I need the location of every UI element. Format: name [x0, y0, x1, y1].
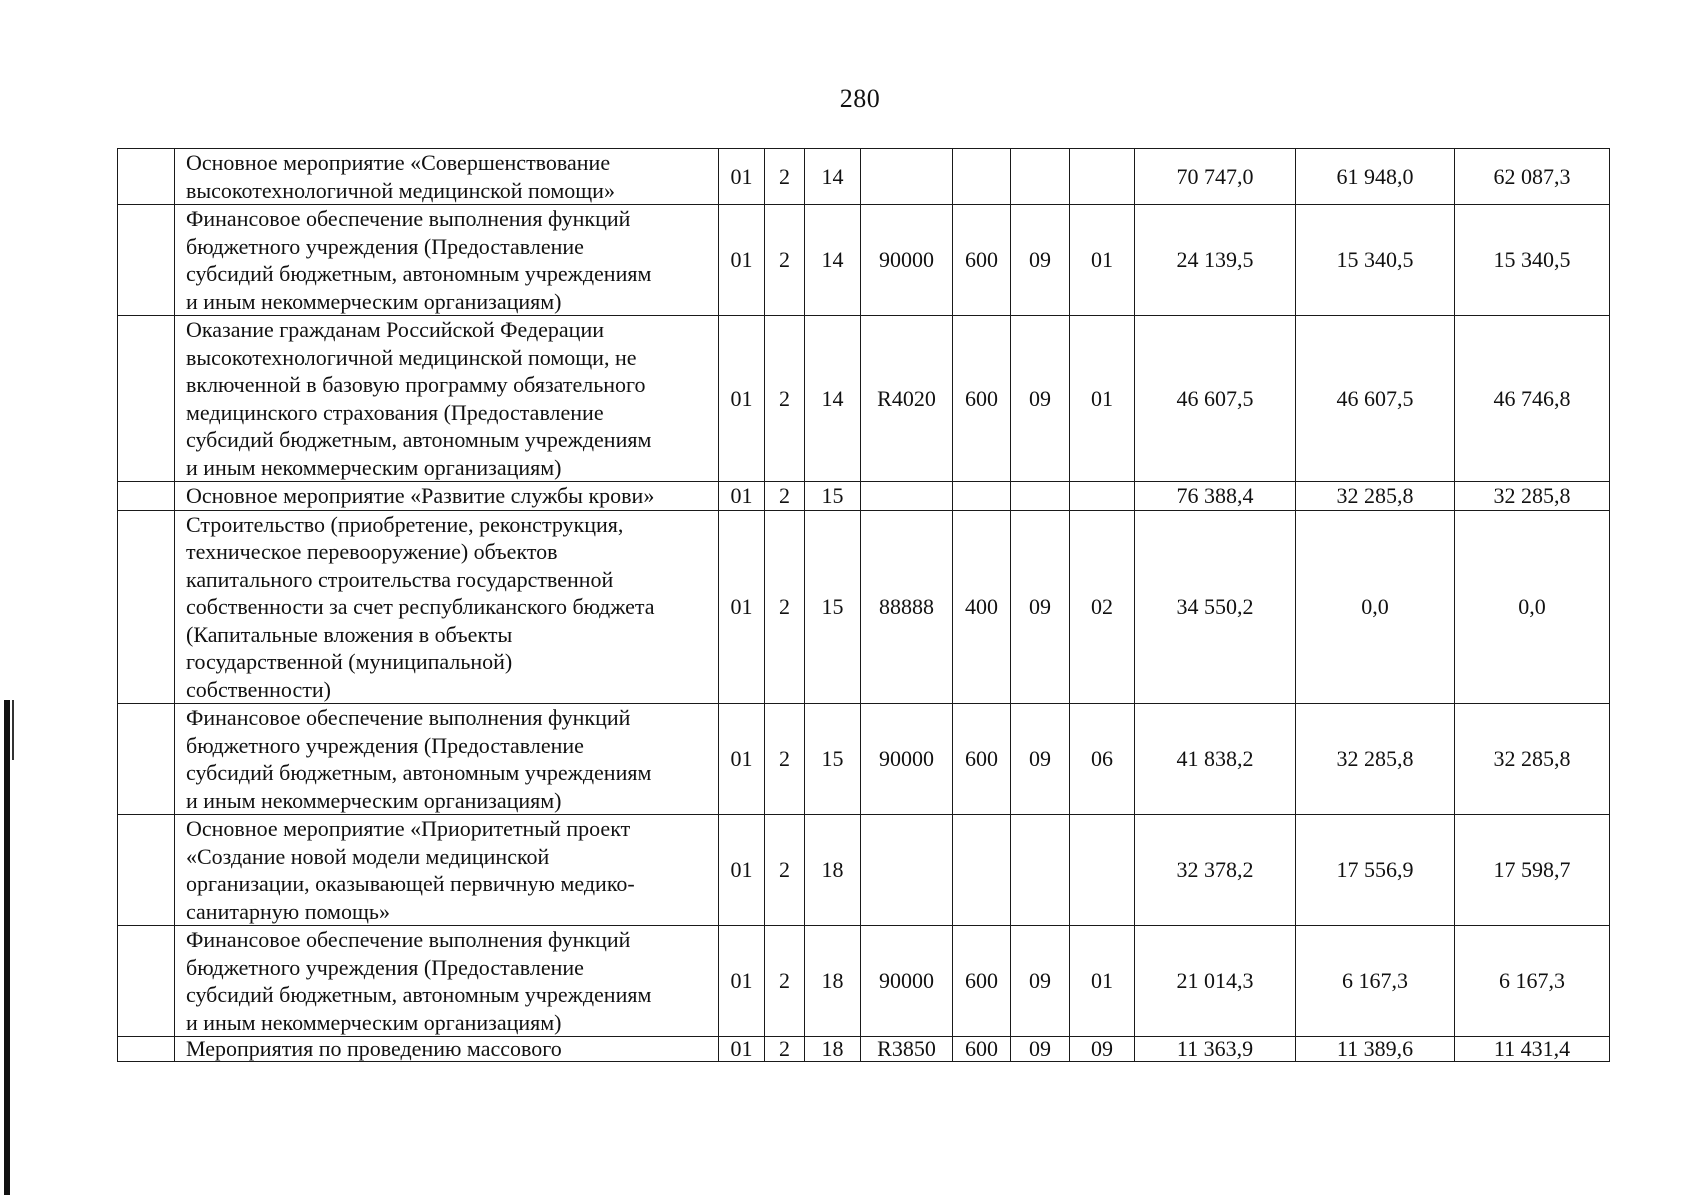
subsection-code-cell [1070, 482, 1135, 511]
description-line: санитарную помощь» [186, 898, 390, 924]
subprogram-code-cell: 2 [765, 704, 805, 815]
program-code-cell: 01 [719, 704, 765, 815]
description-cell [175, 815, 719, 926]
description-line: капитального строительства государственной [186, 566, 614, 592]
activity-code-cell: 18 [805, 926, 861, 1037]
subprogram-code-cell: 2 [765, 149, 805, 205]
amount-year-3-cell: 11 431,4 [1455, 1037, 1610, 1062]
description-line: и иным некоммерческим организациям) [186, 288, 562, 314]
activity-code-cell: 15 [805, 482, 861, 511]
row-index-cell [118, 316, 175, 482]
budget-table-body [118, 149, 1610, 1062]
table-row [118, 510, 1610, 704]
description-line: «Создание новой модели медицинской [186, 843, 550, 869]
section-code-cell [1011, 149, 1070, 205]
direction-code-cell: R4020 [861, 316, 953, 482]
amount-year-2-cell: 11 389,6 [1296, 1037, 1455, 1062]
activity-code-cell: 15 [805, 510, 861, 704]
direction-code-cell [861, 482, 953, 511]
expense-type-cell: 600 [953, 704, 1011, 815]
scan-edge-mark-thin [12, 700, 14, 760]
description-line: организации, оказывающей первичную медико- [186, 871, 635, 896]
description-line: (Капитальные вложения в объекты [186, 621, 513, 647]
expense-type-cell [953, 149, 1011, 205]
activity-code-cell: 15 [805, 704, 861, 815]
subsection-code-cell [1070, 815, 1135, 926]
description-line: и иным некоммерческим организациям) [186, 787, 562, 813]
expense-type-cell [953, 815, 1011, 926]
description-cell [175, 704, 719, 815]
subprogram-code-cell: 2 [765, 205, 805, 316]
row-index-cell [118, 149, 175, 205]
expense-type-cell: 600 [953, 316, 1011, 482]
amount-year-3-cell: 17 598,7 [1455, 815, 1610, 926]
subprogram-code-cell: 2 [765, 482, 805, 511]
expense-type-cell: 600 [953, 205, 1011, 316]
description-cell [175, 316, 719, 482]
section-code-cell: 09 [1011, 316, 1070, 482]
description-line: бюджетного учреждения (Предоставление [186, 954, 584, 980]
program-code-cell: 01 [719, 149, 765, 205]
description-line: Финансовое обеспечение выполнения функций [186, 927, 631, 952]
description-line: собственности за счет республиканского бюджета [186, 594, 655, 619]
direction-code-cell: R3850 [861, 1037, 953, 1062]
table-row [118, 815, 1610, 926]
description-cell [175, 510, 719, 704]
description-cell [175, 149, 719, 205]
description-line: субсидий бюджетным, автономным учреждениям [186, 760, 652, 785]
amount-year-1-cell: 34 550,2 [1135, 510, 1296, 704]
amount-year-2-cell: 32 285,8 [1296, 482, 1455, 511]
activity-code-cell: 14 [805, 316, 861, 482]
description-cell [175, 482, 719, 511]
table-row [118, 316, 1610, 482]
table-row [118, 926, 1610, 1037]
table-row [118, 149, 1610, 205]
subprogram-code-cell: 2 [765, 316, 805, 482]
section-code-cell [1011, 815, 1070, 926]
row-index-cell [118, 205, 175, 316]
program-code-cell: 01 [719, 926, 765, 1037]
expense-type-cell: 400 [953, 510, 1011, 704]
amount-year-2-cell: 32 285,8 [1296, 704, 1455, 815]
description-line: Основное мероприятие «Совершенствование [186, 150, 611, 175]
description-line: Основное мероприятие «Приоритетный проект [186, 816, 631, 841]
amount-year-3-cell: 62 087,3 [1455, 149, 1610, 205]
section-code-cell: 09 [1011, 1037, 1070, 1062]
expense-type-cell: 600 [953, 1037, 1011, 1062]
budget-table [117, 148, 1610, 1062]
amount-year-1-cell: 32 378,2 [1135, 815, 1296, 926]
description-line: Основное мероприятие «Развитие службы крови» [186, 483, 655, 508]
table-row [118, 205, 1610, 316]
row-index-cell [118, 704, 175, 815]
amount-year-2-cell: 46 607,5 [1296, 316, 1455, 482]
subprogram-code-cell: 2 [765, 815, 805, 926]
row-index-cell [118, 926, 175, 1037]
section-code-cell: 09 [1011, 510, 1070, 704]
description-line: Финансовое обеспечение выполнения функций [186, 705, 631, 730]
description-line: и иным некоммерческим организациям) [186, 454, 562, 480]
subsection-code-cell: 01 [1070, 316, 1135, 482]
table-row [118, 482, 1610, 511]
description-line: Финансовое обеспечение выполнения функций [186, 206, 631, 231]
program-code-cell: 01 [719, 205, 765, 316]
page-number: 280 [839, 84, 881, 113]
program-code-cell: 01 [719, 1037, 765, 1062]
amount-year-1-cell: 70 747,0 [1135, 149, 1296, 205]
direction-code-cell [861, 149, 953, 205]
description-line: высокотехнологичной медицинской помощи, не [186, 344, 637, 370]
amount-year-3-cell: 32 285,8 [1455, 482, 1610, 511]
section-code-cell: 09 [1011, 205, 1070, 316]
subsection-code-cell [1070, 149, 1135, 205]
activity-code-cell: 14 [805, 205, 861, 316]
section-code-cell [1011, 482, 1070, 511]
description-line: техническое перевооружение) объектов [186, 539, 558, 564]
description-line: субсидий бюджетным, автономным учреждениям [186, 261, 652, 286]
description-line: включенной в базовую программу обязательного [186, 372, 646, 397]
description-cell [175, 926, 719, 1037]
amount-year-2-cell: 15 340,5 [1296, 205, 1455, 316]
subsection-code-cell: 01 [1070, 926, 1135, 1037]
amount-year-3-cell: 46 746,8 [1455, 316, 1610, 482]
amount-year-2-cell: 17 556,9 [1296, 815, 1455, 926]
subsection-code-cell: 06 [1070, 704, 1135, 815]
subprogram-code-cell: 2 [765, 1037, 805, 1062]
description-line: собственности) [186, 676, 331, 702]
amount-year-3-cell: 32 285,8 [1455, 704, 1610, 815]
program-code-cell: 01 [719, 482, 765, 511]
subsection-code-cell: 09 [1070, 1037, 1135, 1062]
subprogram-code-cell: 2 [765, 926, 805, 1037]
amount-year-1-cell: 21 014,3 [1135, 926, 1296, 1037]
description-line: государственной (муниципальной) [186, 649, 513, 674]
direction-code-cell: 88888 [861, 510, 953, 704]
program-code-cell: 01 [719, 815, 765, 926]
description-line: субсидий бюджетным, автономным учреждениям [186, 982, 652, 1007]
description-line: высокотехнологичной медицинской помощи» [186, 177, 615, 203]
section-code-cell: 09 [1011, 926, 1070, 1037]
direction-code-cell: 90000 [861, 205, 953, 316]
direction-code-cell: 90000 [861, 926, 953, 1037]
activity-code-cell: 18 [805, 1037, 861, 1062]
expense-type-cell [953, 482, 1011, 511]
subprogram-code-cell: 2 [765, 510, 805, 704]
amount-year-1-cell: 46 607,5 [1135, 316, 1296, 482]
description-line: Строительство (приобретение, реконструкция, [186, 511, 624, 537]
amount-year-3-cell: 0,0 [1455, 510, 1610, 704]
program-code-cell: 01 [719, 510, 765, 704]
amount-year-3-cell: 6 167,3 [1455, 926, 1610, 1037]
amount-year-2-cell: 6 167,3 [1296, 926, 1455, 1037]
description-line: субсидий бюджетным, автономным учреждениям [186, 427, 652, 452]
description-cell [175, 205, 719, 316]
row-index-cell [118, 1037, 175, 1062]
amount-year-1-cell: 11 363,9 [1135, 1037, 1296, 1062]
amount-year-3-cell: 15 340,5 [1455, 205, 1610, 316]
activity-code-cell: 18 [805, 815, 861, 926]
description-line: бюджетного учреждения (Предоставление [186, 732, 584, 758]
subsection-code-cell: 01 [1070, 205, 1135, 316]
row-index-cell [118, 510, 175, 704]
amount-year-1-cell: 41 838,2 [1135, 704, 1296, 815]
direction-code-cell: 90000 [861, 704, 953, 815]
section-code-cell: 09 [1011, 704, 1070, 815]
row-index-cell [118, 482, 175, 511]
amount-year-2-cell: 61 948,0 [1296, 149, 1455, 205]
description-line: медицинского страхования (Предоставление [186, 399, 604, 425]
description-cell [175, 1037, 719, 1062]
description-line: Оказание гражданам Российской Федерации [186, 317, 604, 342]
amount-year-1-cell: 76 388,4 [1135, 482, 1296, 511]
table-row [118, 704, 1610, 815]
row-index-cell [118, 815, 175, 926]
subsection-code-cell: 02 [1070, 510, 1135, 704]
expense-type-cell: 600 [953, 926, 1011, 1037]
program-code-cell: 01 [719, 316, 765, 482]
scan-edge-mark [4, 700, 10, 1195]
amount-year-1-cell: 24 139,5 [1135, 205, 1296, 316]
description-line: бюджетного учреждения (Предоставление [186, 233, 584, 259]
activity-code-cell: 14 [805, 149, 861, 205]
table-row [118, 1037, 1610, 1062]
direction-code-cell [861, 815, 953, 926]
amount-year-2-cell: 0,0 [1296, 510, 1455, 704]
description-line: Мероприятия по проведению массового [186, 1036, 562, 1061]
description-line: и иным некоммерческим организациям) [186, 1009, 562, 1035]
